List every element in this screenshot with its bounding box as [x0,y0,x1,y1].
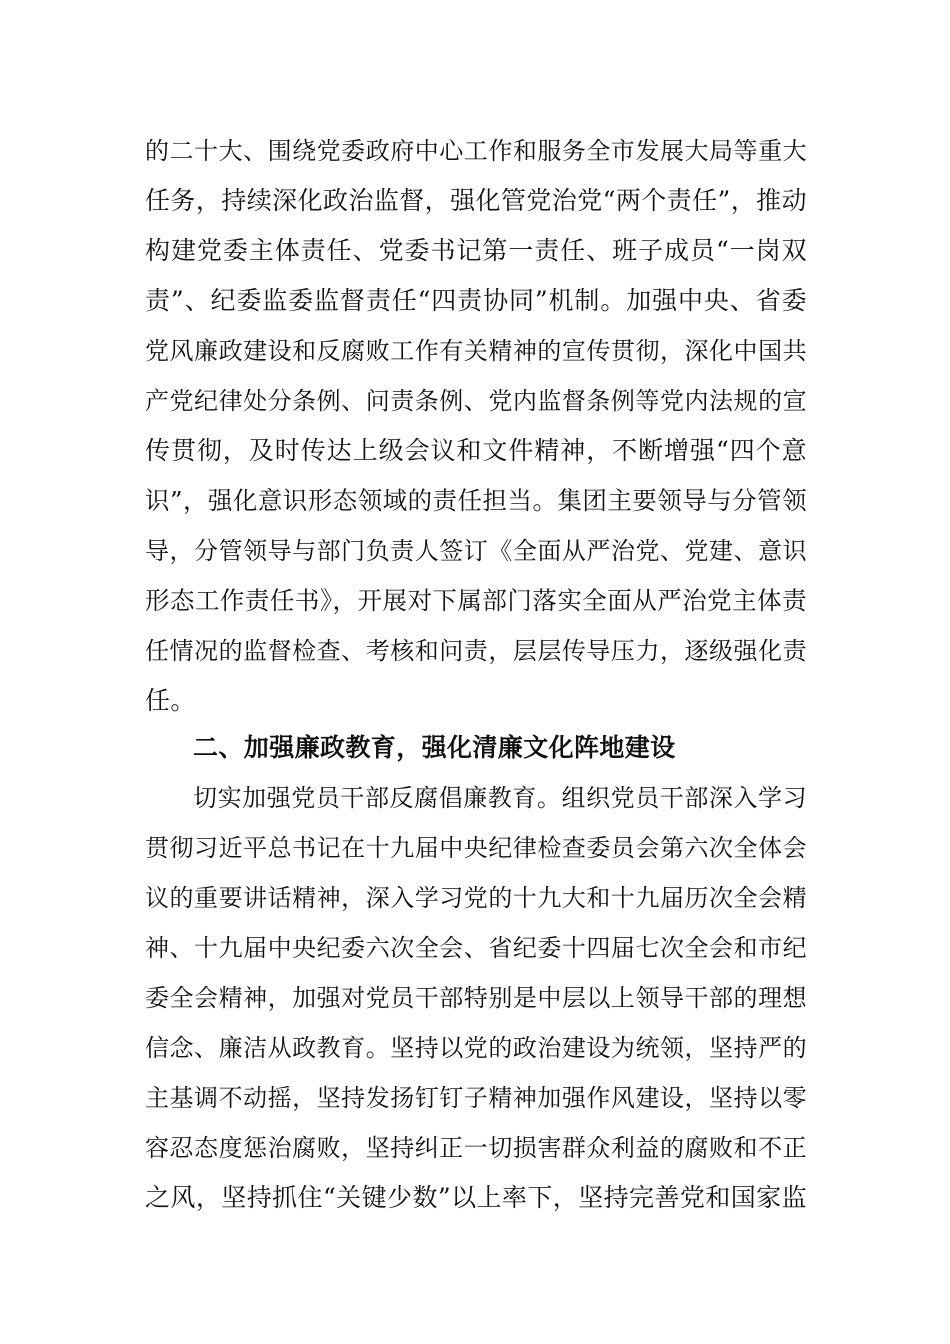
text-line: 任。 [145,686,196,715]
text-line: 任情况的监督检查、考核和问责，层层传导压力，逐级强化责 [145,637,807,665]
section-heading: 二、加强廉政教育，强化清廉文化阵地建设 [193,733,676,762]
text-line: 容忍态度惩治腐败，坚持纠正一切损害群众利益的腐败和不正 [145,1134,807,1162]
text-line: 构建党委主体责任、党委书记第一责任、班子成员“一岗双 [145,236,807,265]
text-line: 传贯彻，及时传达上级会议和文件精神，不断增强“四个意 [145,436,807,465]
text-line: 神、十九届中央纪委六次全会、省纪委十四届七次全会和市纪 [145,934,807,962]
text-line: 产党纪律处分条例、问责条例、党内监督条例等党内法规的宣 [145,387,807,415]
text-line: 议的重要讲话精神，深入学习党的十九大和十九届历次全会精 [145,884,807,912]
text-line: 切实加强党员干部反腐倡廉教育。组织党员干部深入学习 [193,784,807,812]
text-line: 之风，坚持抓住“关键少数”以上率下，坚持完善党和国家监 [145,1183,807,1212]
text-line: 责”、纪委监委监督责任“四责协同”机制。加强中央、省委 [145,286,807,315]
text-line: 识”，强化意识形态领域的责任担当。集团主要领导与分管领 [145,486,807,515]
text-line: 委全会精神，加强对党员干部特别是中层以上领导干部的理想 [145,984,807,1012]
text-line: 信念、廉洁从政教育。坚持以党的政治建设为统领，坚持严的 [145,1034,807,1062]
text-line: 的二十大、围绕党委政府中心工作和服务全市发展大局等重大 [145,137,807,165]
text-line: 形态工作责任书》，开展对下属部门落实全面从严治党主体责 [145,586,807,615]
text-line: 主基调不动摇，坚持发扬钉钉子精神加强作风建设，坚持以零 [145,1084,807,1112]
text-line: 贯彻习近平总书记在十九届中央纪律检查委员会第六次全体会 [145,834,807,862]
text-line: 导，分管领导与部门负责人签订《全面从严治党、党建、意识 [145,537,807,565]
text-line: 党风廉政建设和反腐败工作有关精神的宣传贯彻，深化中国共 [145,337,807,365]
text-line: 任务，持续深化政治监督，强化管党治党“两个责任”，推动 [145,186,807,215]
